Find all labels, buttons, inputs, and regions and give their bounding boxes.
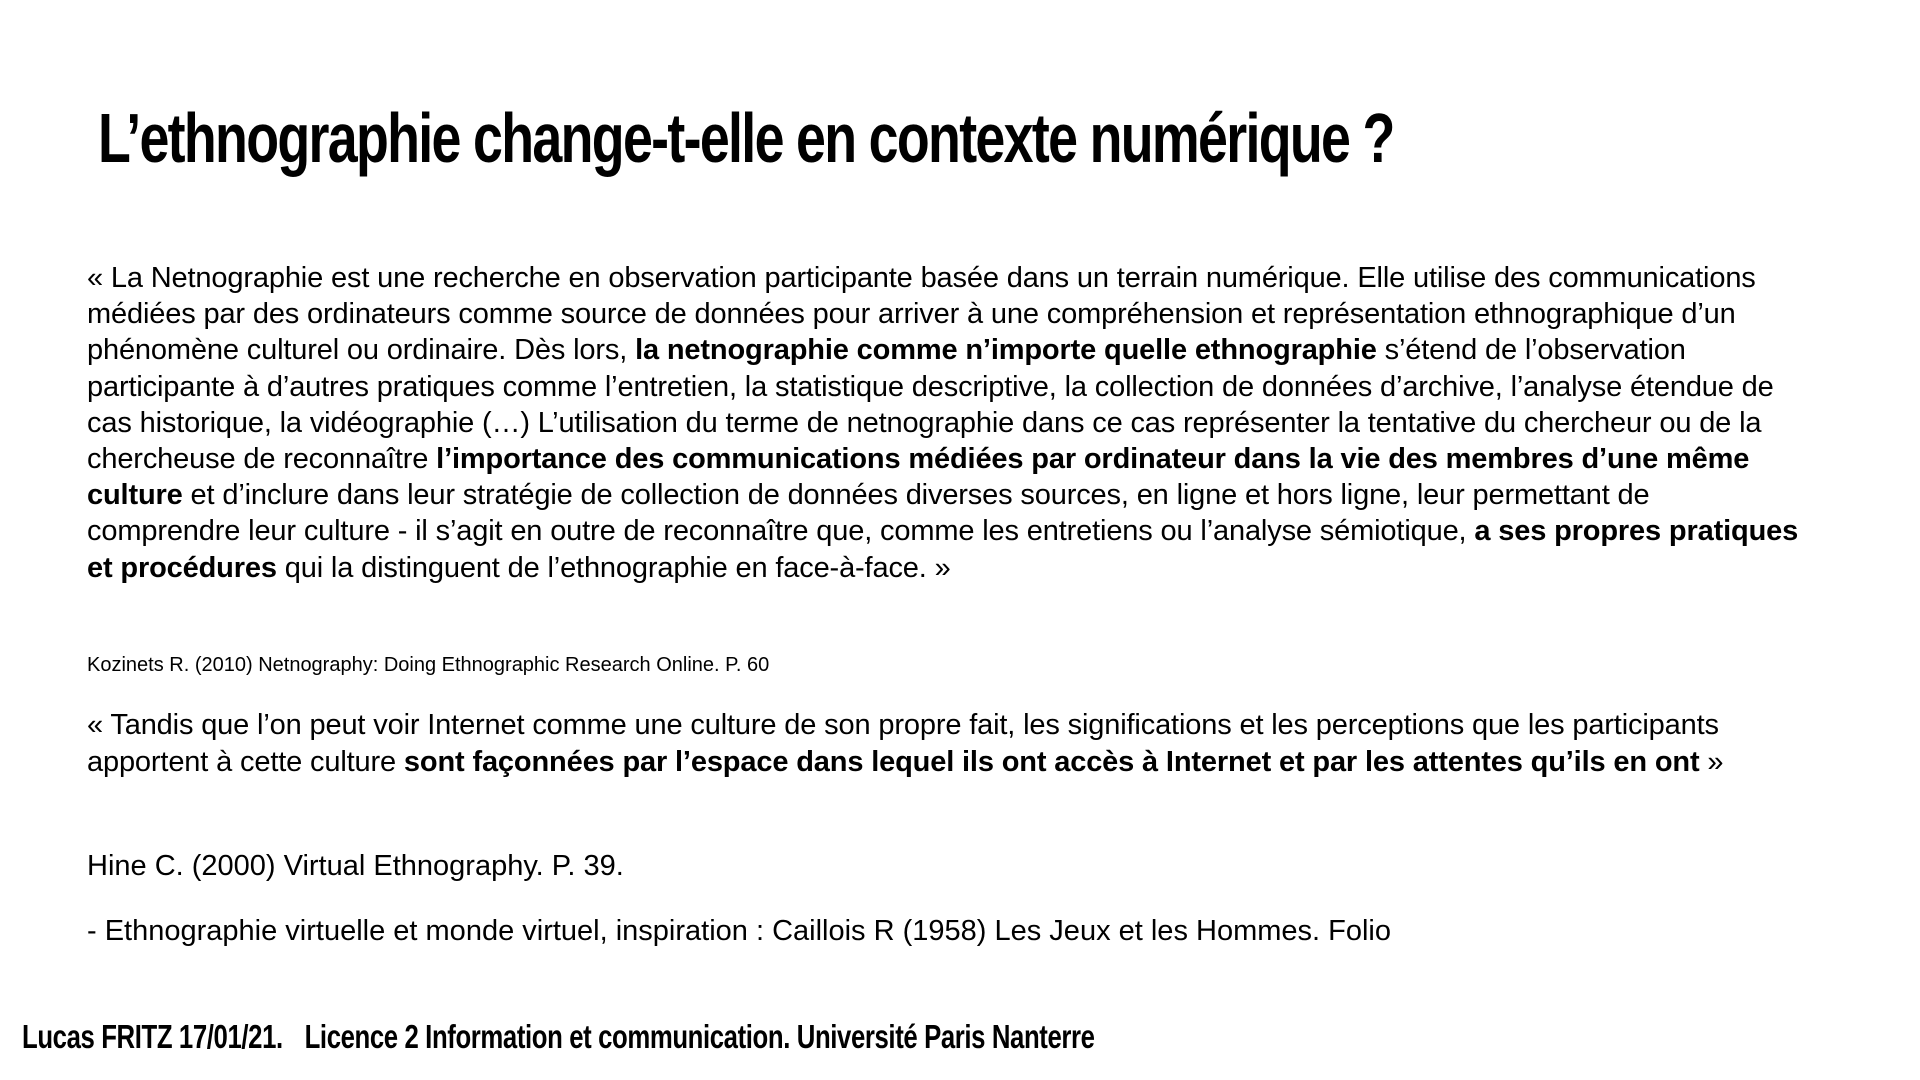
- hine-citation: Hine C. (2000) Virtual Ethnography. P. 39.: [87, 850, 624, 882]
- footer-course: Licence 2 Information et communication. Université Paris Nanterre: [304, 1018, 1095, 1055]
- quote-emphasis: sont façonnées par l’espace dans lequel ils ont accès à Internet et par les attentes qu’ils en ont: [403, 745, 1700, 778]
- netnography-quote: [87, 260, 1807, 586]
- virtual-ethnography-quote: [87, 707, 1807, 780]
- footer-author-date: Lucas FRITZ 17/01/21.: [22, 1018, 283, 1055]
- kozinets-citation: Kozinets R. (2010) Netnography: Doing Ethnographic Research Online. P. 60: [87, 654, 770, 676]
- quote-text: »: [1699, 745, 1724, 778]
- quote-emphasis: l’importance des communications médiées par ordinateur dans la vie des membres d’une même culture: [87, 443, 1750, 512]
- quote-emphasis: la netnographie comme n’importe quelle ethnographie: [635, 334, 1377, 367]
- slide-title: L’ethnographie change-t-elle en contexte numérique ?: [98, 99, 1394, 178]
- quote-text: « La Netnographie est une recherche en observation participante basée dans un terrain numérique. Elle utilise des communications médiées par des ordinateurs comme source de données pour arriver à une compréhension et représentation ethnographique d’un phénomène culturel ou ordinaire. Dès lors,: [87, 262, 1756, 367]
- quote-text: « Tandis que l’on peut voir Internet comme une culture de son propre fait, les significations et les perceptions que les participants apportent à cette culture: [87, 709, 1719, 778]
- bullet-point: - Ethnographie virtuelle et monde virtuel, inspiration : Caillois R (1958) Les Jeux et les Hommes. Folio: [87, 915, 1391, 947]
- quote-text: s’étend de l’observation participante à d’autres pratiques comme l’entretien, la statistique descriptive, la collection de données d’archive, l’analyse étendue de cas historique, la vidéographie (…) L’utilisation du terme de netnographie dans ce cas représenter la tentative du chercheur ou de la chercheuse de reconnaître: [87, 334, 1774, 476]
- quote-emphasis: a ses propres pratiques et procédures: [87, 515, 1799, 584]
- quote-text: et d’inclure dans leur stratégie de collection de données diverses sources, en ligne et hors ligne, leur permettant de comprendre leur culture - il s’agit en outre de reconnaître que, comme les entretiens ou l’analyse sémiotique,: [87, 479, 1650, 548]
- slide-footer: [22, 1017, 1095, 1057]
- quote-text: qui la distinguent de l’ethnographie en face-à-face. »: [276, 551, 951, 584]
